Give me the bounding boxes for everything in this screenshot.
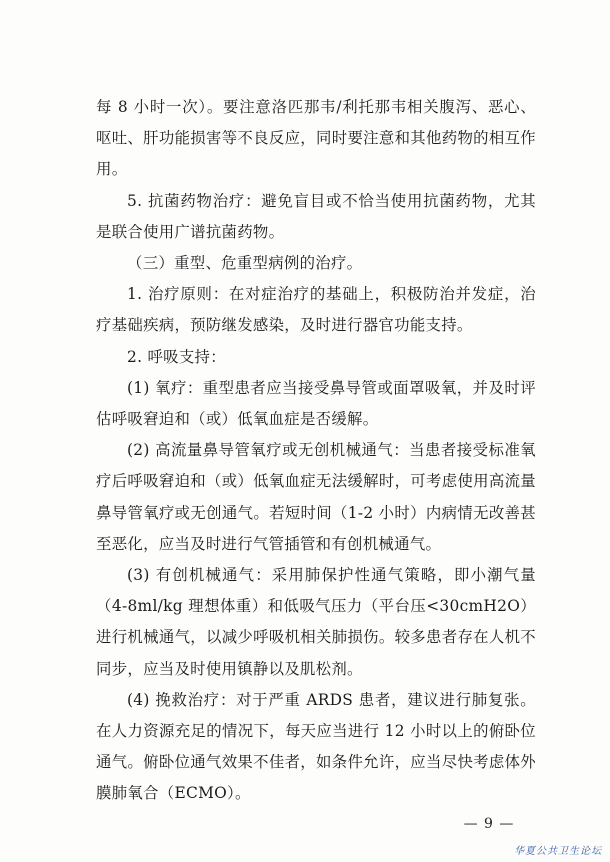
paragraph-high-flow-oxygen: (2) 高流量鼻导管氧疗或无创机械通气：当患者接受标准氧疗后呼吸窘迫和（或）低氧血症无法缓解时，可考虑使用高流量鼻导管氧疗或无创通气。若短时间（1-2 小时）内病情无改善甚至恶化，应当及时进行气管插管和有创机械通气。	[96, 441, 536, 553]
paragraph-lopinavir-continuation: 每 8 小时一次）。要注意洛匹那韦/利托那韦相关腹泻、恶心、呕吐、肝功能损害等不良反应，同时要注意和其他药物的相互作用。	[96, 98, 536, 179]
paragraph-antibiotics: 5. 抗菌药物治疗：避免盲目或不恰当使用抗菌药物，尤其是联合使用广谱抗菌药物。	[96, 191, 536, 241]
paragraph-oxygen-therapy: (1) 氧疗：重型患者应当接受鼻导管或面罩吸氧，并及时评估呼吸窘迫和（或）低氧血症是否缓解。	[96, 378, 536, 429]
paragraph-invasive-ventilation: (3) 有创机械通气：采用肺保护性通气策略，即小潮气量（4-8ml/kg 理想体重）和低吸气压力（平台压<30cmH2O）进行机械通气，以减少呼吸机相关肺损伤。较多患者存在人机不同步，应当及时使用镇静以及肌松剂。	[96, 566, 536, 678]
subheading-respiratory-support: 2. 呼吸支持：	[127, 347, 226, 366]
paragraph-rescue-therapy: (4) 挽救治疗：对于严重 ARDS 患者，建议进行肺复张。在人力资源充足的情况下，每天应当进行 12 小时以上的俯卧位通气。俯卧位通气效果不佳者，如条件允许，应当尽快考虑体外膜肺氧合（ECMO）。	[96, 690, 536, 803]
document-body	[96, 92, 536, 810]
section-heading-severe-cases: （三）重型、危重型病例的治疗。	[127, 254, 363, 273]
paragraph-treatment-principles: 1. 治疗原则：在对症治疗的基础上，积极防治并发症，治疗基础疾病，预防继发感染，及时进行器官功能支持。	[96, 285, 536, 335]
forum-watermark: 华夏公共卫生论坛	[514, 846, 602, 857]
page-number: — 9 —	[463, 816, 515, 832]
